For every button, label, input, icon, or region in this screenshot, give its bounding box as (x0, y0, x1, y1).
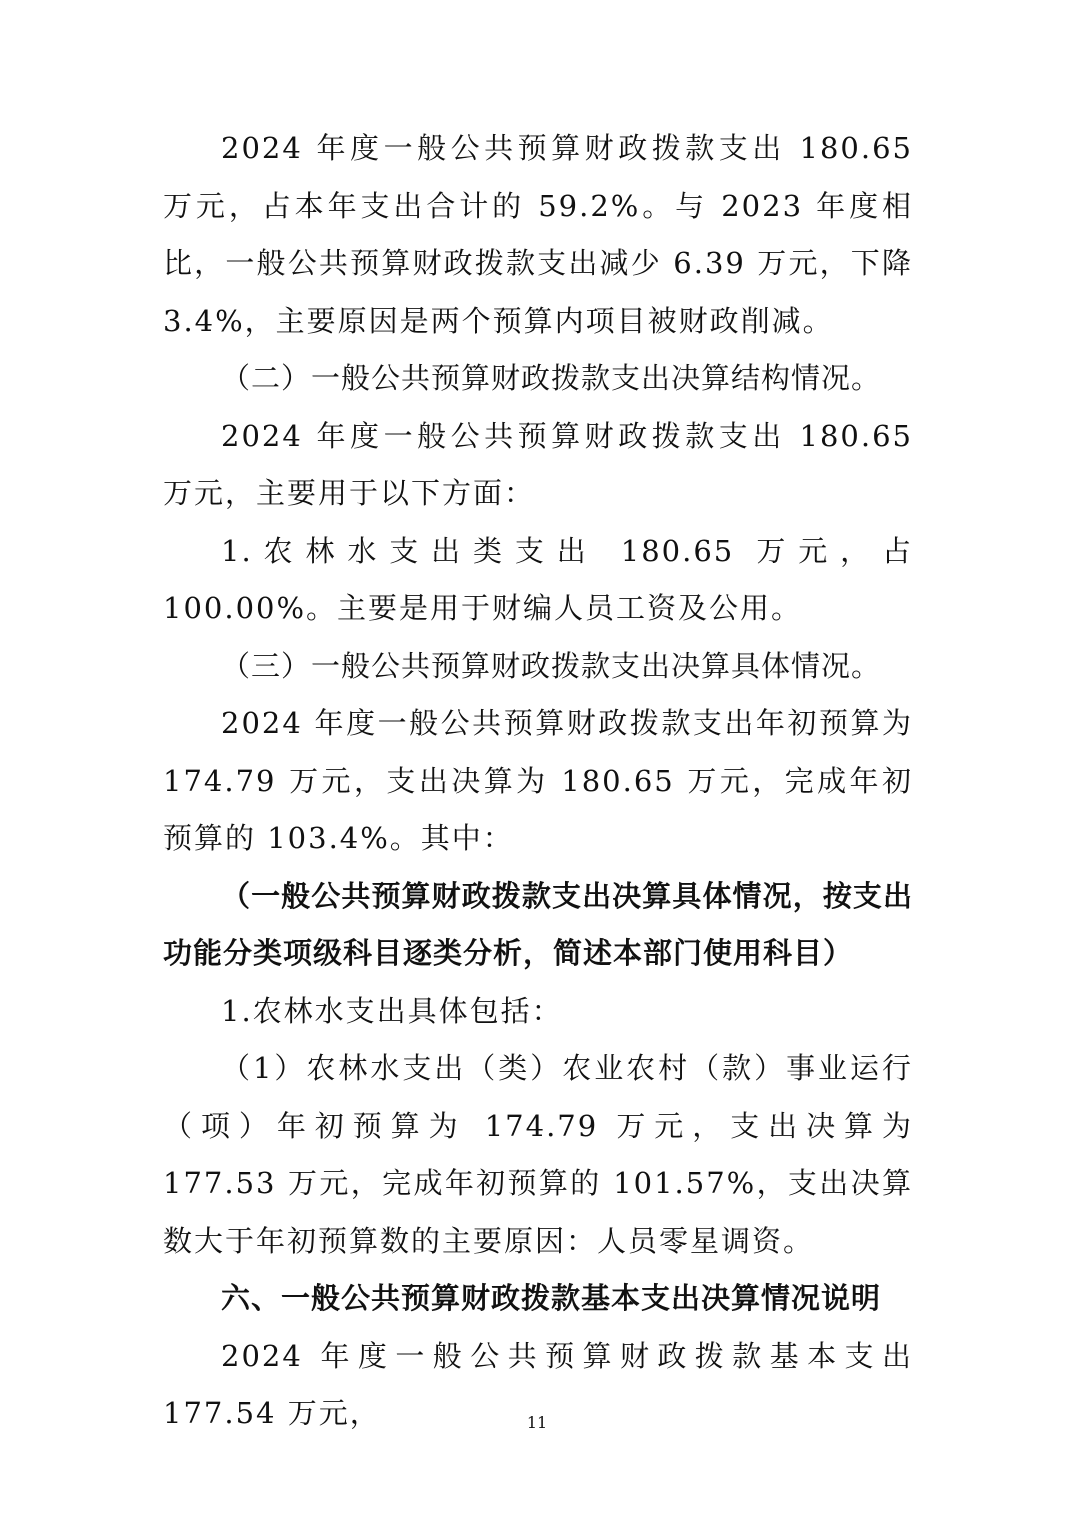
paragraph-agriculture-details: 1.农林水支出具体包括： (221, 993, 563, 1028)
page-number: 11 (526, 1413, 548, 1432)
section-heading-basic-expenditure: 六、一般公共预算财政拨款基本支出决算情况说明 (221, 1281, 882, 1315)
paragraph-instruction-note: （一般公共预算财政拨款支出决算具体情况，按支出功能分类项级科目逐类分析，简述本部门使用科目） (163, 878, 913, 970)
paragraph-structure-intro: 2024 年度一般公共预算财政拨款支出 180.65 万元，主要用于以下方面： (163, 418, 913, 510)
paragraph-operation-item: （1）农林水支出（类）农业农村（款）事业运行（项）年初预算为 174.79 万元，支出决算为 177.53 万元，完成年初预算的 101.57%，支出决算数大于年初预算数的主要原因：人员零星调资。 (163, 1051, 913, 1258)
document-body (163, 120, 913, 1443)
heading-details: （三）一般公共预算财政拨款支出决算具体情况。 (221, 648, 882, 683)
paragraph-expenditure-summary: 2024 年度一般公共预算财政拨款支出 180.65 万元，占本年支出合计的 59.2%。与 2023 年度相比，一般公共预算财政拨款支出减少 6.39 万元，下降 3.4%，主要原因是两个预算内项目被财政削减。 (163, 131, 913, 338)
paragraph-basic-expenditure: 2024 年度一般公共预算财政拨款基本支出 177.54 万元， (163, 1338, 913, 1430)
paragraph-agriculture-category: 1.农林水支出类支出 180.65 万元，占 100.00%。主要是用于财编人员工资及公用。 (163, 533, 913, 625)
heading-structure: （二）一般公共预算财政拨款支出决算结构情况。 (221, 361, 882, 395)
paragraph-budget-completion: 2024 年度一般公共预算财政拨款支出年初预算为 174.79 万元，支出决算为 180.65 万元，完成年初预算的 103.4%。其中： (163, 706, 913, 855)
